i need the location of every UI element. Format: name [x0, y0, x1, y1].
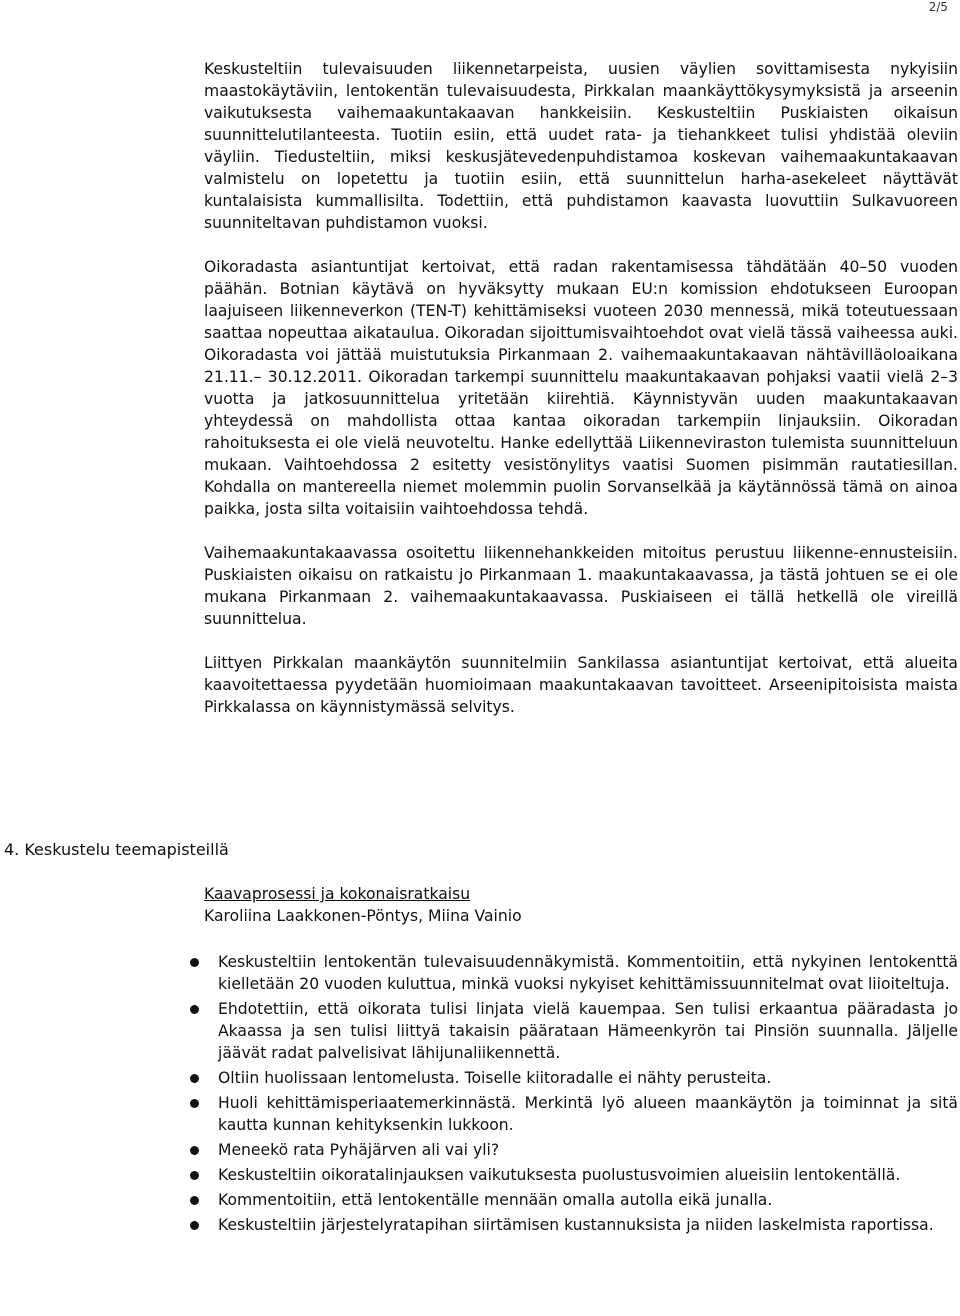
list-item: [188, 1189, 958, 1211]
theme-subheading: Kaavaprosessi ja kokonaisratkaisu: [204, 885, 471, 903]
bullet-icon: [190, 1221, 199, 1230]
list-item: [188, 1092, 958, 1136]
bullet-icon: [190, 1196, 199, 1205]
list-item: [188, 1164, 958, 1186]
list-item-text: Keskusteltiin oikoratalinjauksen vaikutuksesta puolustusvoimien alueisiin lentokentällä.: [218, 1166, 901, 1184]
bullet-icon: [190, 1074, 199, 1083]
bullet-icon: [190, 1005, 199, 1014]
paragraph-3: Vaihemaakuntakaavassa osoitettu liikennehankkeiden mitoitus perustuu liikenne-ennusteisiin. Puskiaisten oikaisu on ratkaistu jo Pirkanmaan 1. maakuntakaavassa, ja tästä johtuen se ei ole mukana Pirkanmaan 2. vaihemaakuntakaavassa. Puskiaiseen ei tällä hetkellä ole vireillä suunnittelua.: [204, 544, 958, 628]
paragraph-2: Oikoradasta asiantuntijat kertoivat, että radan rakentamisessa tähdätään 40–50 vuoden päähän. Botnian käytävä on hyväksytty mukaan EU:n komission ehdotukseen Euroopan laajuiseen liikenneverkon (TEN-T) kehittämiseksi vuoteen 2030 mennessä, mikä toteutuessaan saattaa nopeuttaa aikataulua. Oikoradan sijoittumisvaihtoehdot ovat vielä tässä vaiheessa auki. Oikoradasta voi jättää muistutuksia Pirkanmaan 2. vaihemaakuntakaavan nähtävilläoloaikana 21.11.– 30.12.2011. Oikoradan tarkempi suunnittelu maakuntakaavan pohjaksi vaatii vielä 2–3 vuotta ja jatkosuunnittelua yritetään kiirehtiä. Käynnistyvän uuden maakuntakaavan yhteydessä on mahdollista ottaa kantaa oikoradan tarkempiin linjauksiin. Oikoradan rahoituksesta ei ole vielä neuvoteltu. Hanke edellyttää Liikenneviraston tulemista suunnitteluun mukaan. Vaihtoehdossa 2 esitetty vesistönylitys vaatisi Suomen pisimmän rautatiesillan. Kohdalla on mantereella niemet molemmin puolin Sorvanselkää ja käytännössä tämä on ainoa paikka, josta silta voitaisiin vaihtoehdossa tehdä.: [204, 258, 958, 518]
list-item-text: Ehdotettiin, että oikorata tulisi linjata vielä kauempaa. Sen tulisi erkaantua pääradasta jo Akaassa ja sen tulisi liittyä takaisin päärataan Hämeenkyrön tai Pinsiön suunnalla. Jäljelle jäävät radat palvelisivat lähijunaliikennettä.: [218, 1000, 958, 1062]
list-item: [188, 1214, 958, 1236]
bullet-icon: [190, 1146, 199, 1155]
list-item-text: Keskusteltiin järjestelyratapihan siirtämisen kustannuksista ja niiden laskelmista raportissa.: [218, 1216, 934, 1234]
list-item: [188, 1067, 958, 1089]
presenters: Karoliina Laakkonen-Pöntys, Miina Vainio: [204, 907, 522, 925]
bullet-icon: [190, 1171, 199, 1180]
list-item-text: Keskusteltiin lentokentän tulevaisuudennäkymistä. Kommentoitiin, että nykyinen lentokenttä kielletään 20 vuoden kuluttua, minkä vuoksi nykyiset kehittämissuunnitelmat ovat liioiteltuja.: [218, 953, 958, 993]
bullet-icon: [190, 958, 199, 967]
list-item: [188, 1139, 958, 1161]
list-item: [188, 951, 958, 995]
list-item-text: Oltiin huolissaan lentomelusta. Toiselle kiitoradalle ei nähty perusteita.: [218, 1069, 772, 1087]
list-item: [188, 998, 958, 1064]
paragraph-4: Liittyen Pirkkalan maankäytön suunnitelmiin Sankilassa asiantuntijat kertoivat, että alueita kaavoitettaessa pyydetään huomioimaan maakuntakaavan tavoitteet. Arseenipitoisista maista Pirkkalassa on käynnistymässä selvitys.: [204, 654, 958, 716]
paragraph-1: Keskusteltiin tulevaisuuden liikennetarpeista, uusien väylien sovittamisesta nykyisiin maastokäytäviin, lentokentän tulevaisuudesta, Pirkkalan maankäyttökysymyksistä ja arseenin vaikutuksesta vaihemaakuntakaavan hankkeisiin. Keskusteltiin Puskiaisten oikaisun suunnittelutilanteesta. Tuotiin esiin, että uudet rata- ja tiehankkeet tulisi yhdistää oleviin väyliin. Tiedusteltiin, miksi keskusjätevedenpuhdistamoa koskevan vaihemaakuntakaavan valmistelu on lopetettu ja tuotiin esiin, että suunnittelun harha-asekeleet näyttävät kuntalaisista kummallisilta. Todettiin, että puhdistamon kaavasta luovuttiin Sulkavuoreen suunniteltavan puhdistamon vuoksi.: [204, 60, 958, 232]
section-body: [204, 883, 958, 1239]
list-item-text: Kommentoitiin, että lentokentälle mennään omalla autolla eikä junalla.: [218, 1191, 773, 1209]
body-text: [204, 58, 958, 718]
page-number: 2/5: [928, 0, 948, 14]
bullet-list: [188, 951, 958, 1236]
bullet-icon: [190, 1099, 199, 1108]
section-heading: 4. Keskustelu teemapisteillä: [4, 840, 229, 859]
list-item-text: Meneekö rata Pyhäjärven ali vai yli?: [218, 1141, 500, 1159]
list-item-text: Huoli kehittämisperiaatemerkinnästä. Merkintä lyö alueen maankäytön ja toiminnat ja sitä kautta kunnan kehityksenkin lukkoon.: [218, 1094, 958, 1134]
